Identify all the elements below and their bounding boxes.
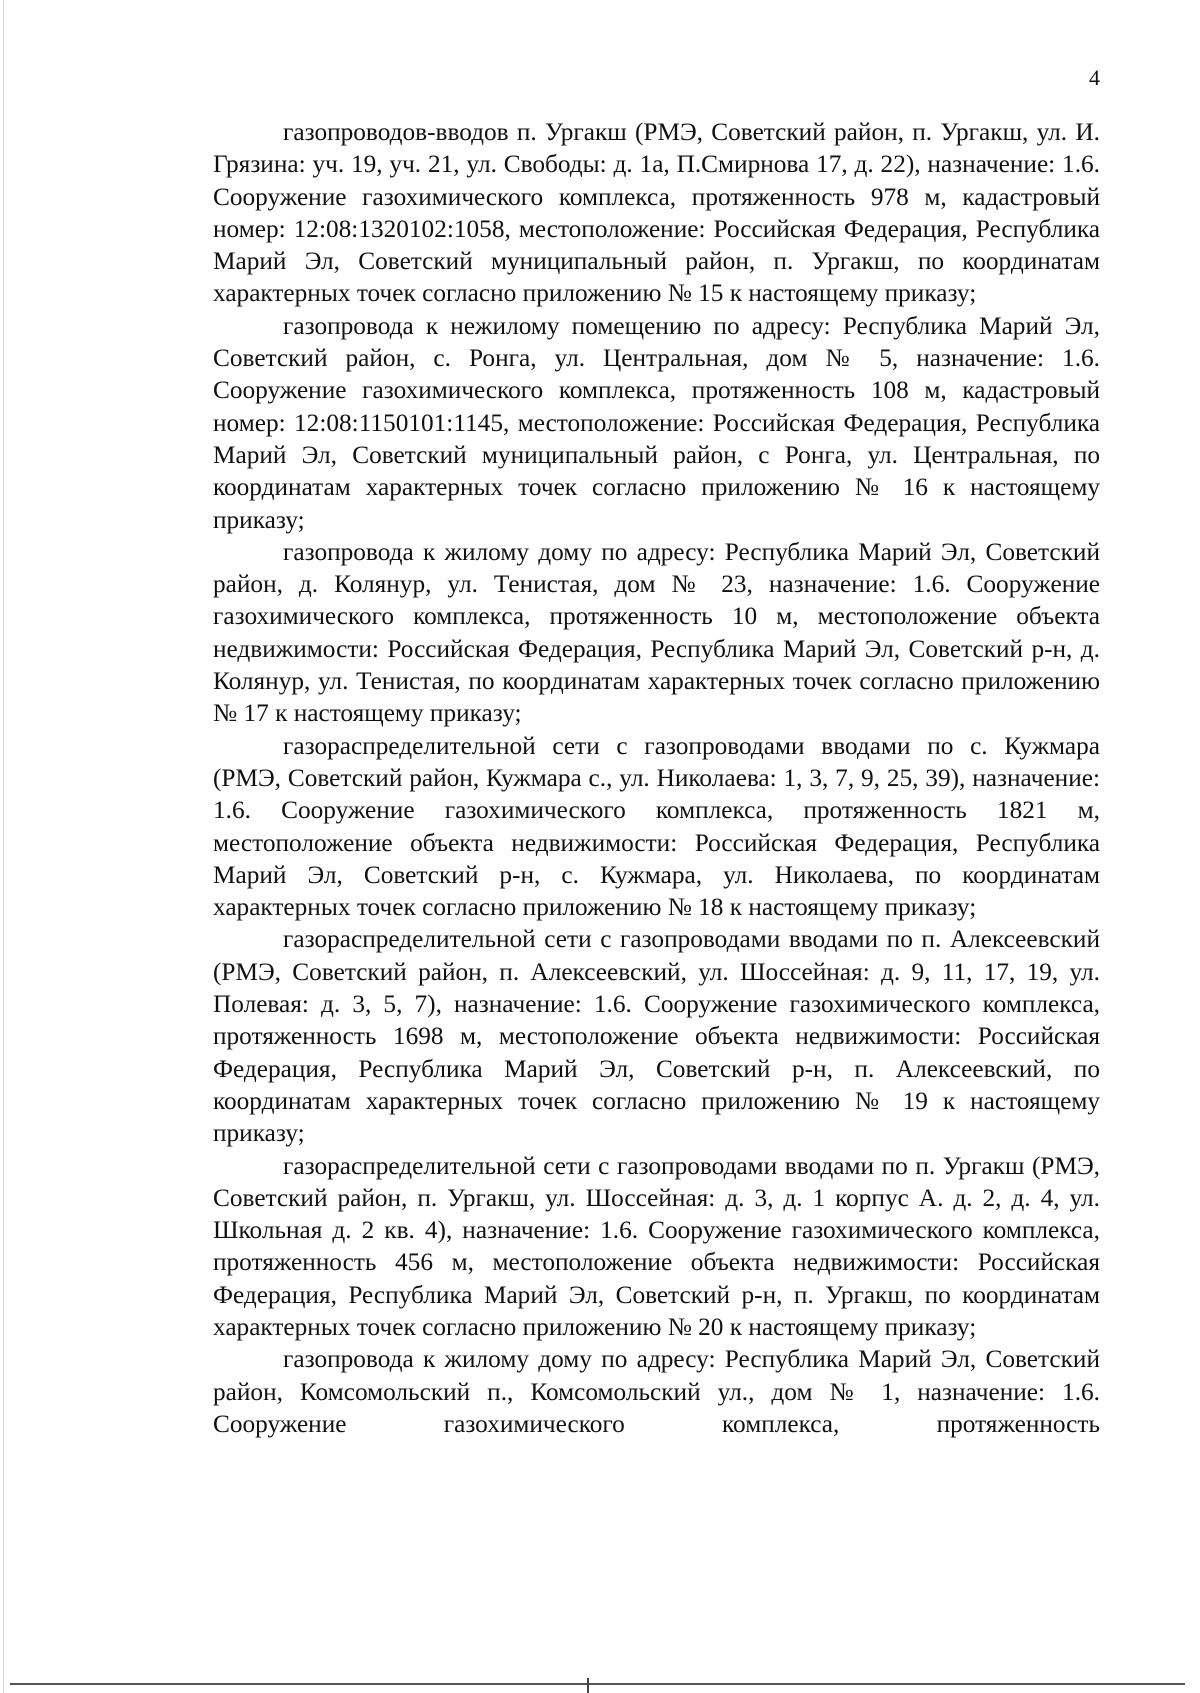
paragraph-5: газораспределительной сети с газопроводами вводами по п. Алексеевский (РМЭ, Советский район, п. Алексеевский, ул. Шоссейная: д. 9, 11, 17, 19, ул. Полевая: д. 3, 5, 7), назначение: 1.6. Сооружение газохимического комплекса, протяженность 1698 м, местоположение объекта недвижимости: Российская Федерация, Республика Марий Эл, Советский р-н, п. Алексеевский, по координатам характерных точек согласно приложению № 19 к настоящему приказу;	[213, 925, 1100, 1148]
paragraph-3: газопровода к жилому дому по адресу: Республика Марий Эл, Советский район, д. Колянур, ул. Тенистая, дом № 23, назначение: 1.6. Сооружение газохимического комплекса, протяженность 10 м, местоположение объекта недвижимости: Российская Федерация, Республика Марий Эл, Советский р-н, д. Колянур, ул. Тенистая, по координатам характерных точек согласно приложению № 17 к настоящему приказу;	[213, 537, 1100, 728]
document-body	[213, 116, 1100, 1440]
paragraph-6: газораспределительной сети с газопроводами вводами по п. Ургакш (РМЭ, Советский район, п. Ургакш, ул. Шоссейная: д. 3, д. 1 корпус А. д. 2, д. 4, ул. Школьная д. 2 кв. 4), назначение: 1.6. Сооружение газохимического комплекса, протяженность 456 м, местоположение объекта недвижимости: Российская Федерация, Республика Марий Эл, Советский р-н, п. Ургакш, по координатам характерных точек согласно приложению № 20 к настоящему приказу;	[213, 1151, 1100, 1341]
paragraph-1: газопроводов-вводов п. Ургакш (РМЭ, Советский район, п. Ургакш, ул. И. Грязина: уч. 19, уч. 21, ул. Свободы: д. 1а, П.Смирнова 17, д. 22), назначение: 1.6. Сооружение газохимического комплекса, протяженность 978 м, кадастровый номер: 12:08:1320102:1058, местоположение: Российская Федерация, Республика Марий Эл, Советский муниципальный район, п. Ургакш, по координатам характерных точек согласно приложению № 15 к настоящему приказу;	[213, 118, 1100, 308]
paragraph-2: газопровода к нежилому помещению по адресу: Республика Марий Эл, Советский район, с. Ронга, ул. Центральная, дом № 5, назначение: 1.6. Сооружение газохимического комплекса, протяженность 108 м, кадастровый номер: 12:08:1150101:1145, местоположение: Российская Федерация, Республика Марий Эл, Советский муниципальный район, с Ронга, ул. Центральная, по координатам характерных точек согласно приложению № 16 к настоящему приказу;	[213, 311, 1100, 534]
page-number: 4	[1089, 65, 1100, 90]
bottom-scan-tick	[587, 1678, 589, 1693]
bottom-scan-line	[10, 1683, 1185, 1685]
paragraph-4: газораспределительной сети с газопроводами вводами по с. Кужмара (РМЭ, Советский район, Кужмара с., ул. Николаева: 1, 3, 7, 9, 25, 39), назначение: 1.6. Сооружение газохимического комплекса, протяженность 1821 м, местоположение объекта недвижимости: Российская Федерация, Республика Марий Эл, Советский р-н, с. Кужмара, ул. Николаева, по координатам характерных точек согласно приложению № 18 к настоящему приказу;	[213, 731, 1100, 922]
paragraph-7: газопровода к жилому дому по адресу: Республика Марий Эл, Советский район, Комсомольский п., Комсомольский ул., дом № 1, назначение: 1.6. Сооружение газохимического комплекса, протяженность	[213, 1345, 1100, 1438]
scan-edge-line	[3, 0, 4, 1693]
